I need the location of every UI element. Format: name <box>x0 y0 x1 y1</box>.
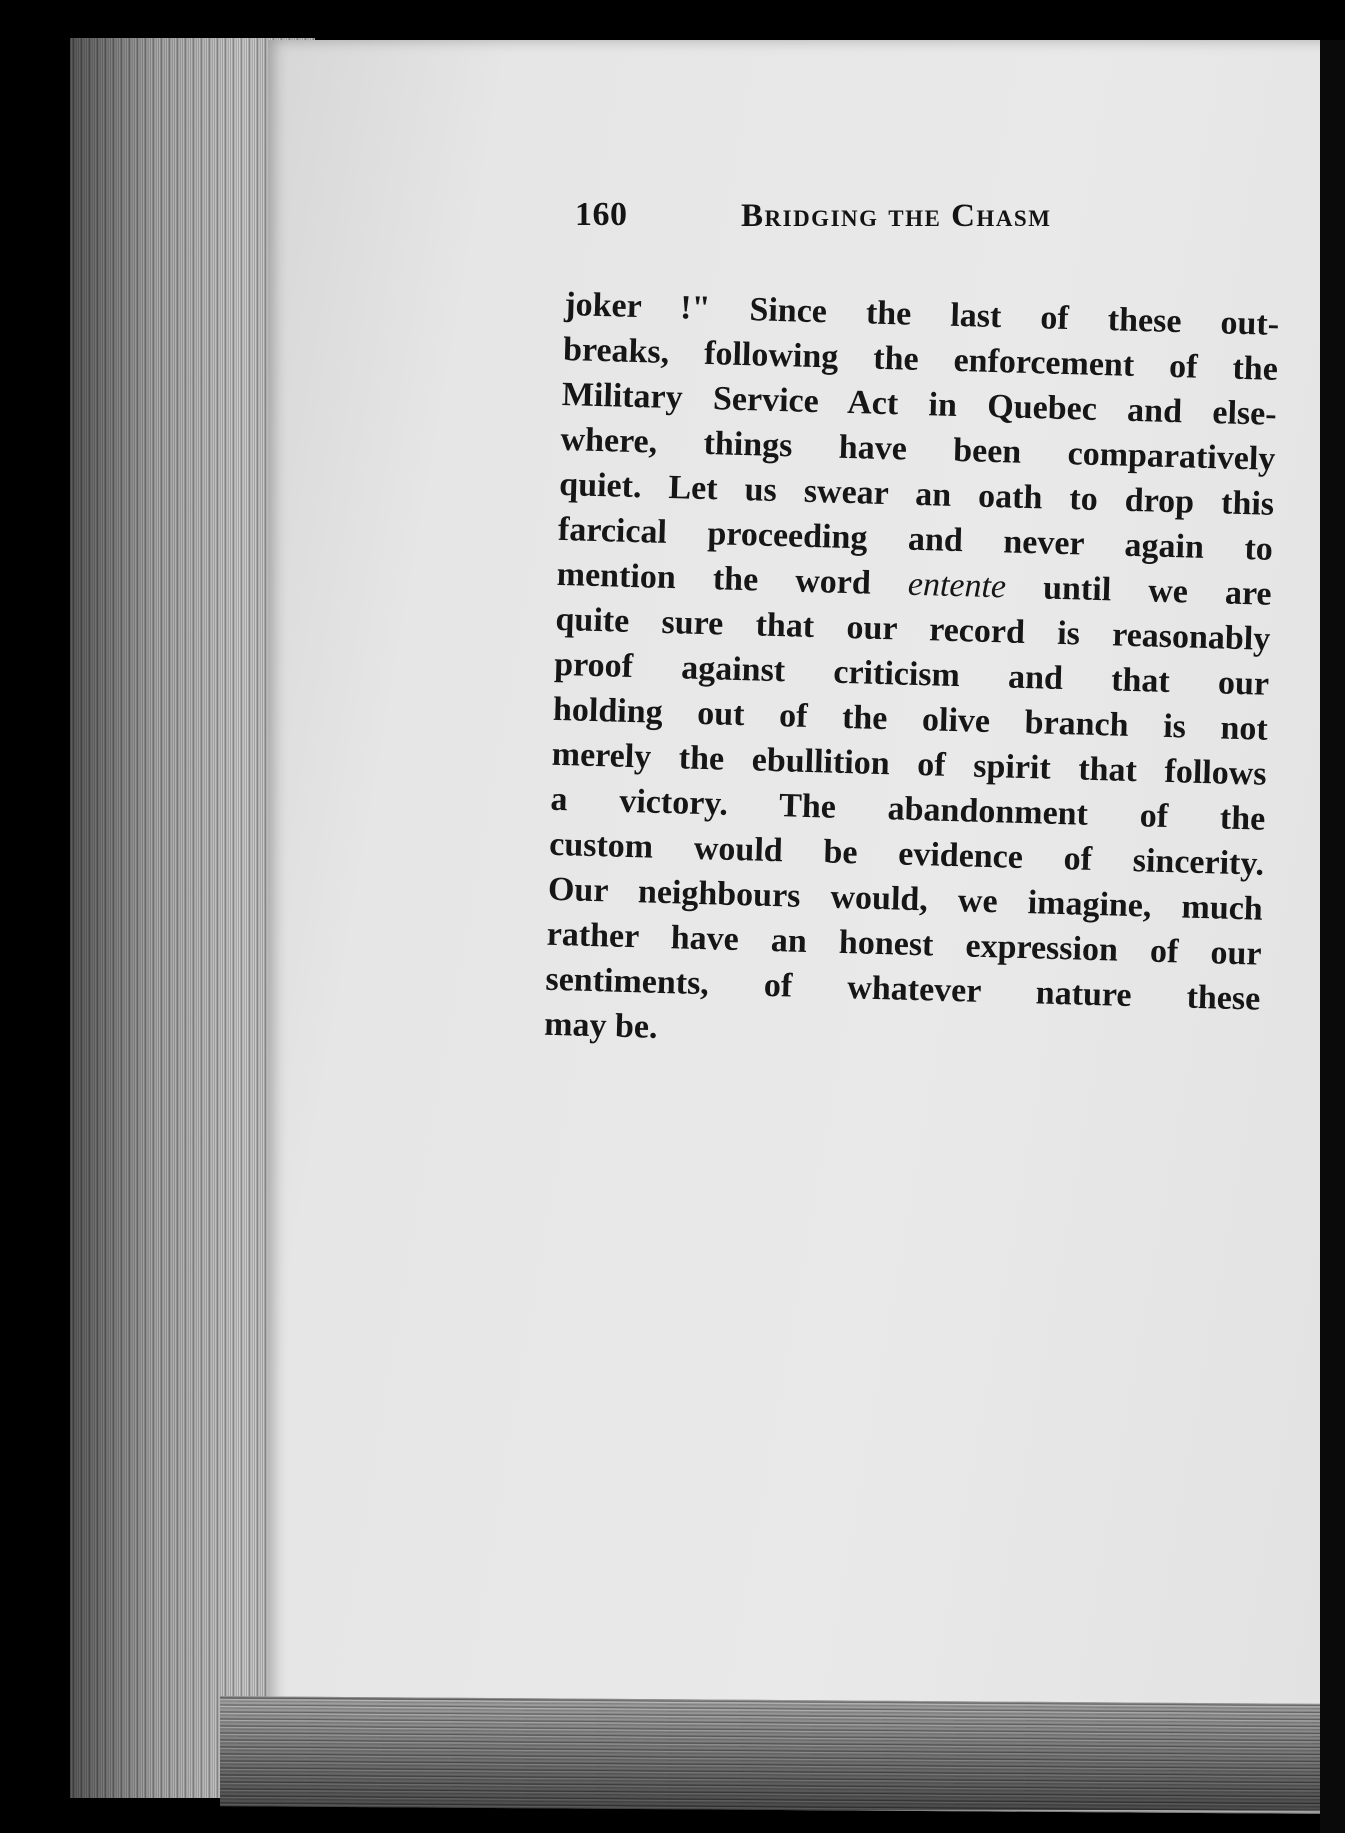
bottom-page-edges-shade <box>220 1700 1330 1810</box>
text-line: may be. <box>543 1005 659 1046</box>
text-line: proof against criticism and that our <box>553 645 1270 703</box>
text-line: sentiments, of whatever nature these <box>545 960 1261 1018</box>
text-line: merely the ebullition of spirit that follows <box>551 735 1268 793</box>
text-line: a victory. The abandonment of the <box>550 780 1266 838</box>
page-header <box>575 196 1135 256</box>
text-line: quite sure that our record is reasonably <box>555 600 1271 658</box>
text-line: holding out of the olive branch is not <box>552 690 1269 748</box>
text-line: breaks, following the enforcement of the <box>562 330 1279 388</box>
text-line: Our neighbours would, we imagine, much <box>547 870 1264 928</box>
body-text <box>544 282 1280 1067</box>
text-fragment: mention the word <box>556 555 872 602</box>
text-line: farcical proceeding and never again to <box>557 510 1274 568</box>
text-line: quiet. Let us swear an oath to drop this <box>558 465 1275 523</box>
text-fragment: until we are <box>1042 569 1273 613</box>
text-line: joker !" Since the last of these out- <box>563 285 1280 343</box>
text-line: rather have an honest expression of our <box>546 915 1263 973</box>
italic-word: entente <box>907 565 1007 606</box>
text-line: custom would be evidence of sincerity. <box>548 825 1265 883</box>
text-line: where, things have been comparatively <box>560 420 1276 478</box>
page-number: 160 <box>575 196 628 233</box>
running-title: Bridging the Chasm <box>741 198 1052 234</box>
right-dark-edge <box>1320 40 1345 1833</box>
text-line: Military Service Act in Quebec and else- <box>561 375 1278 433</box>
